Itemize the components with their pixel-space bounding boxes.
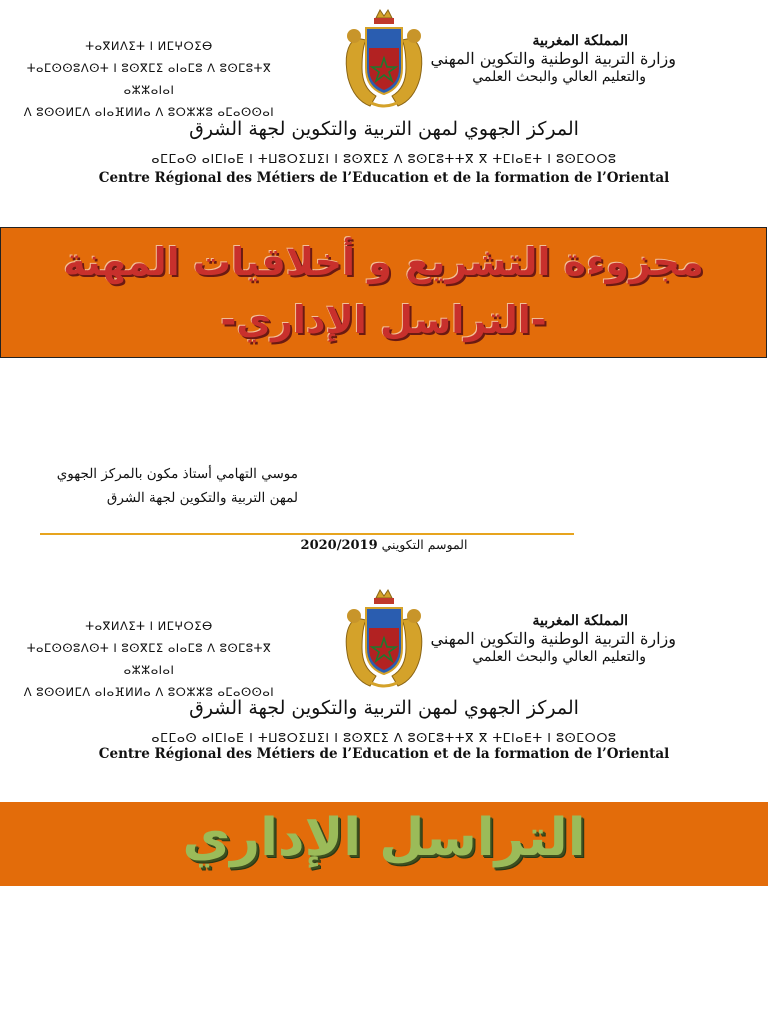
author-block	[38, 462, 298, 510]
kingdom-arabic: المملكة المغربية	[532, 33, 628, 49]
module-title: مجزوءة التشريع و أخلاقيات المهنة	[63, 240, 704, 284]
ministry-arabic-line1: وزارة التربية الوطنية والتكوين المهني	[430, 49, 676, 68]
center-name-arabic: المركز الجهوي لمهن التربية والتكوين لجهة الشرق	[189, 697, 579, 719]
page-header-repeat	[0, 580, 768, 700]
ministry-arabic-block	[426, 32, 676, 86]
moroccan-coat-of-arms-icon	[336, 8, 432, 116]
ministry-tifinagh-line1: ⵜⴰⵎⵙⵙⵓⴷⵙⵜ ⵏ ⵓⵙⴳⵎⵉ ⴰⵏⴰⵎⵓ ⴷ ⵓⵙⵎⵓⵜⴳ ⴰⵣⵣⴰⵏⴰⵏ	[26, 641, 272, 677]
author-line1: موسي التهامي أستاذ مكون بالمركز الجهوي	[56, 466, 298, 482]
title-band	[0, 227, 767, 358]
center-name-french: Centre Régional des Métiers de l’Education et de la formation de l’Oriental	[98, 170, 670, 186]
ministry-tifinagh-line2: ⴷ ⵓⵙⵙⵍⵎⴷ ⴰⵏⴰⴼⵍⵍⴰ ⴷ ⵓⵔⵣⵣⵓ ⴰⵎⴰⵙⵙⴰⵏ	[23, 105, 275, 119]
training-season	[0, 537, 768, 553]
center-name-arabic: المركز الجهوي لمهن التربية والتكوين لجهة الشرق	[189, 118, 579, 140]
section-title: التراسل الإداري	[182, 808, 586, 868]
ministry-tifinagh-line2: ⴷ ⵓⵙⵙⵍⵎⴷ ⴰⵏⴰⴼⵍⵍⴰ ⴷ ⵓⵔⵣⵣⵓ ⴰⵎⴰⵙⵙⴰⵏ	[23, 685, 275, 699]
ministry-tifinagh-block	[14, 615, 284, 703]
ministry-arabic-block	[426, 612, 676, 666]
season-years: 2020/2019	[300, 538, 378, 553]
page-header	[0, 0, 768, 120]
section-band	[0, 802, 768, 886]
kingdom-arabic: المملكة المغربية	[532, 613, 628, 629]
season-label: الموسم التكويني	[381, 537, 468, 552]
author-line2: لمهن التربية والتكوين لجهة الشرق	[106, 490, 298, 506]
kingdom-tifinagh: ⵜⴰⴳⵍⴷⵉⵜ ⵏ ⵍⵎⵖⵔⵉⴱ	[85, 619, 213, 633]
center-name-french: Centre Régional des Métiers de l’Education et de la formation de l’Oriental	[98, 746, 670, 762]
kingdom-tifinagh: ⵜⴰⴳⵍⴷⵉⵜ ⵏ ⵍⵎⵖⵔⵉⴱ	[85, 39, 213, 53]
ministry-arabic-line2: والتعليم العالي والبحث العلمي	[472, 69, 646, 85]
moroccan-coat-of-arms-icon	[336, 588, 432, 696]
center-name-tifinagh: ⴰⵎⵎⴰⵙ ⴰⵏⵎⵏⴰⴹ ⵏ ⵜⵡⵓⵔⵉⵡⵉⵏ ⵏ ⵓⵙⴳⵎⵉ ⴷ ⵓⵙⵎⵓⵜⵜⴳ ⴳ ⵜⵎⵏⴰⴹⵜ ⵏ ⵓⵙⵎⵔⵔⵓ	[151, 151, 617, 166]
ministry-arabic-line1: وزارة التربية الوطنية والتكوين المهني	[430, 629, 676, 648]
ministry-tifinagh-line1: ⵜⴰⵎⵙⵙⵓⴷⵙⵜ ⵏ ⵓⵙⴳⵎⵉ ⴰⵏⴰⵎⵓ ⴷ ⵓⵙⵎⵓⵜⴳ ⴰⵣⵣⴰⵏⴰⵏ	[26, 61, 272, 97]
module-subtitle: -التراسل الإداري-	[220, 298, 547, 342]
ministry-arabic-line2: والتعليم العالي والبحث العلمي	[472, 649, 646, 665]
center-name-tifinagh: ⴰⵎⵎⴰⵙ ⴰⵏⵎⵏⴰⴹ ⵏ ⵜⵡⵓⵔⵉⵡⵉⵏ ⵏ ⵓⵙⴳⵎⵉ ⴷ ⵓⵙⵎⵓⵜⵜⴳ ⴳ ⵜⵎⵏⴰⴹⵜ ⵏ ⵓⵙⵎⵔⵔⵓ	[151, 730, 617, 745]
divider	[40, 533, 574, 535]
ministry-tifinagh-block	[14, 35, 284, 123]
